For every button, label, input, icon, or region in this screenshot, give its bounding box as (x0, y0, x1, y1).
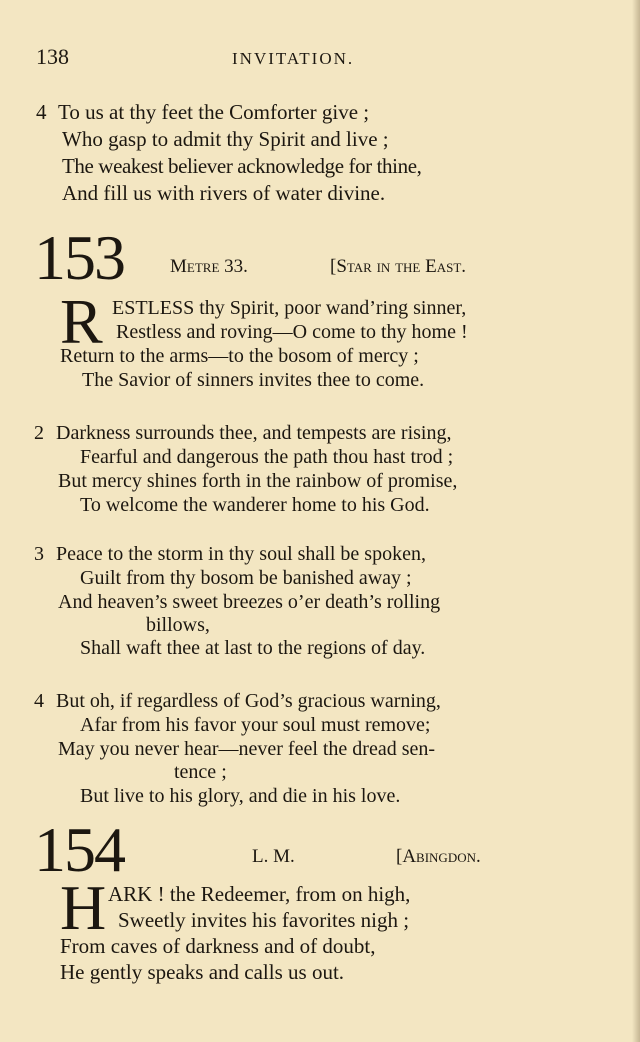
verse-number: 2 (34, 422, 44, 444)
stanza-line: tence ; (174, 761, 227, 783)
prev-stanza-line: Who gasp to admit thy Spirit and live ; (62, 127, 389, 151)
hymn-metre: Metre 33. (170, 256, 248, 277)
verse-number: 3 (34, 543, 44, 565)
stanza-line: 3 Peace to the storm in thy soul shall be spoken, (34, 543, 426, 565)
stanza-line: But mercy shines forth in the rainbow of promise, (58, 470, 458, 492)
stanza-line: To welcome the wanderer home to his God. (80, 494, 430, 516)
stanza-line: Guilt from thy bosom be banished away ; (80, 567, 412, 589)
stanza-line: Fearful and dangerous the path thou hast trod ; (80, 446, 454, 468)
hymn-tune: [Abingdon. (396, 846, 481, 867)
stanza-line: Sweetly invites his favorites nigh ; (118, 908, 410, 932)
stanza-line: The Savior of sinners invites thee to come. (82, 369, 425, 391)
stanza-line: 2 Darkness surrounds thee, and tempests are rising, (34, 422, 452, 444)
page-number: 138 (36, 44, 69, 69)
stanza-line: billows, (146, 614, 210, 636)
hymn-number: 153 (34, 222, 124, 293)
prev-stanza-line: The weakest believer acknowledge for thine, (62, 154, 422, 178)
page-header (36, 44, 596, 74)
first-line: ARK ! the Redeemer, from on high, (108, 882, 411, 906)
stanza-line: But live to his glory, and die in his love. (80, 785, 401, 807)
page-edge-shadow (632, 0, 640, 1042)
stanza-line: From caves of darkness and of doubt, (60, 934, 376, 958)
drop-cap: H (60, 872, 107, 943)
prev-stanza-line: 4 To us at thy feet the Comforter give ; (36, 100, 370, 124)
verse-number: 4 (36, 100, 47, 124)
stanza-line: Afar from his favor your soul must remove; (80, 714, 431, 736)
first-line: ESTLESS thy Spirit, poor wand’ring sinner, (112, 297, 467, 319)
drop-cap: R (60, 286, 103, 357)
hymn-tune: [Star in the East. (330, 256, 467, 277)
stanza-line: Shall waft thee at last to the regions of day. (80, 637, 426, 659)
stanza-line: And heaven’s sweet breezes o’er death’s rolling (58, 591, 441, 613)
prev-stanza-line: And fill us with rivers of water divine. (62, 181, 386, 205)
hymn-metre: L. M. (252, 846, 295, 867)
running-title: INVITATION. (232, 49, 355, 68)
stanza-line: May you never hear—never feel the dread sen- (58, 738, 436, 760)
stanza-line: 4 But oh, if regardless of God’s gracious warning, (34, 690, 441, 712)
hymn-number: 154 (34, 814, 124, 885)
stanza-line: He gently speaks and calls us out. (60, 960, 345, 984)
stanza-line: Restless and roving—O come to thy home ! (116, 321, 468, 343)
stanza-line: Return to the arms—to the bosom of mercy ; (60, 345, 419, 367)
verse-number: 4 (34, 690, 44, 712)
